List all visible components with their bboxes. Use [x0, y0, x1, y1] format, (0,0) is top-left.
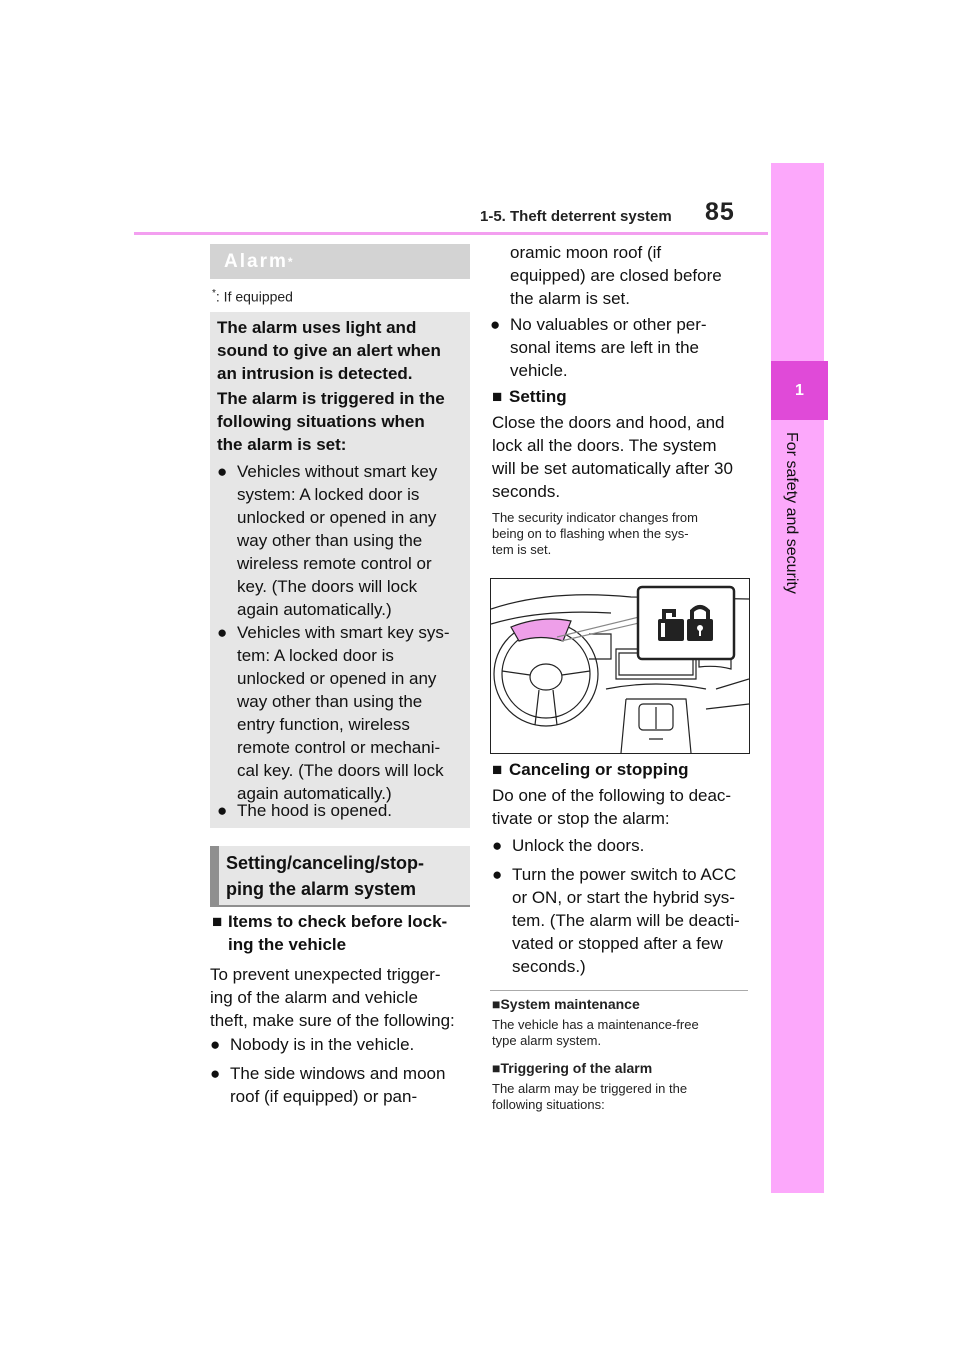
items-heading [212, 910, 472, 956]
dashboard-illustration [490, 578, 750, 754]
square-bullet-icon: ■ [492, 760, 503, 779]
triggering-heading [492, 1060, 757, 1076]
heading-accent-bar [210, 846, 219, 906]
text-line: tem: A locked door is [237, 646, 394, 665]
square-bullet-icon: ■ [212, 912, 223, 931]
alarm-heading-bar [210, 244, 470, 279]
text-line: following situations when [217, 412, 425, 431]
text-line: Unlock the doors. [512, 836, 645, 855]
text-line: The alarm is triggered in the [217, 389, 445, 408]
items-bullet-2-continued [510, 241, 760, 310]
text-line: Nobody is in the vehicle. [230, 1035, 415, 1054]
text-line: The vehicle has a maintenance-free [492, 1017, 699, 1032]
text-line: unlocked or opened in any [237, 508, 437, 527]
text-line: the alarm is set: [217, 435, 347, 454]
bullet-text [237, 799, 392, 822]
alarm-intro-2 [217, 387, 467, 456]
text-line: roof (if equipped) or pan- [230, 1087, 418, 1106]
items-bullet-3 [490, 313, 750, 383]
text-line: The security indicator changes from [492, 510, 698, 525]
text-line: ing of the alarm and vehicle [210, 988, 418, 1007]
setting-text [492, 411, 757, 503]
bullet-text [230, 1033, 414, 1056]
text-line: No valuables or other per- [510, 315, 707, 334]
footnote-text: : If equipped [215, 288, 293, 305]
text-line: oramic moon roof (if [510, 243, 662, 262]
bullet-text [230, 1062, 445, 1108]
dashboard-drawing [491, 579, 749, 753]
bullet-icon: ● [492, 836, 503, 855]
chapter-number: 1 [795, 381, 804, 399]
bullet-icon: ● [210, 1064, 221, 1083]
text-line: Turn the power switch to ACC [512, 865, 737, 884]
text-line: Setting/canceling/stop- [226, 853, 425, 873]
cancel-text [492, 784, 757, 830]
text-line: cal key. (The doors will lock [237, 761, 444, 780]
text-line: lock all the doors. The system [492, 436, 717, 455]
text-line: vehicle. [510, 361, 568, 380]
chapter-number-tab[interactable] [771, 361, 828, 420]
bullet-text [512, 834, 644, 857]
text-line: The side windows and moon [230, 1064, 446, 1083]
bullet-icon: ● [492, 865, 503, 884]
text-line: Do one of the following to deac- [492, 786, 732, 805]
bullet-text [237, 460, 437, 621]
alarm-heading-mark: * [287, 254, 293, 269]
bullet-icon: ● [490, 315, 501, 334]
text-line: or ON, or start the hybrid sys- [512, 888, 735, 907]
section-title: 1-5. Theft deterrent system [480, 208, 672, 225]
items-bullet-2 [210, 1062, 470, 1108]
text-line: again automatically.) [237, 784, 392, 803]
setting-heading-box [210, 846, 470, 906]
subheading-text: Canceling or stopping [509, 760, 689, 779]
text-line: vated or stopped after a few [512, 934, 723, 953]
note-heading-text: Triggering of the alarm [500, 1060, 653, 1076]
text-line: ping the alarm system [226, 879, 417, 899]
text-line: tivate or stop the alarm: [492, 809, 670, 828]
text-line: again automatically.) [237, 600, 392, 619]
text-line: way other than using the [237, 531, 423, 550]
notes-divider [490, 990, 748, 991]
text-line: remote control or mechani- [237, 738, 441, 757]
text-line: the alarm is set. [510, 289, 630, 308]
text-line: sound to give an alert when [217, 341, 441, 360]
text-line: tem. (The alarm will be deacti- [512, 911, 740, 930]
text-line: key. (The doors will lock [237, 577, 418, 596]
bullet-text [510, 313, 707, 382]
bullet-icon: ● [210, 1035, 221, 1054]
items-intro [210, 963, 475, 1032]
alarm-bullet-2 [217, 621, 467, 811]
text-line: The hood is opened. [237, 801, 393, 820]
text-line: will be set automatically after 30 [492, 459, 733, 478]
text-line: equipped) are closed before [510, 266, 722, 285]
text-line: The alarm may be triggered in the [492, 1081, 688, 1096]
setting-heading [226, 850, 466, 902]
text-line: ing the vehicle [228, 935, 347, 954]
setting-subheading [492, 385, 752, 408]
bullet-icon: ● [217, 623, 228, 642]
bullet-text [237, 621, 450, 805]
alarm-bullet-3 [217, 799, 467, 822]
text-line: seconds.) [512, 957, 586, 976]
chapter-title: For safety and security [783, 432, 800, 594]
text-line: being on to flashing when the sys- [492, 526, 689, 541]
note-heading-text: System maintenance [500, 996, 640, 1012]
text-line: The alarm uses light and [217, 318, 417, 337]
bullet-icon: ● [217, 462, 228, 481]
text-line: To prevent unexpected trigger- [210, 965, 441, 984]
triggering-text [492, 1081, 757, 1113]
text-line: sonal items are left in the [510, 338, 699, 357]
cancel-bullet-2 [492, 863, 757, 978]
chapter-tab-strip [771, 163, 824, 1193]
cancel-subheading [492, 758, 752, 781]
text-line: tem is set. [492, 542, 552, 557]
maintenance-heading [492, 996, 757, 1012]
page-number: 85 [705, 198, 735, 226]
footnote [212, 288, 293, 305]
square-bullet-icon: ■ [492, 387, 503, 406]
setting-note [492, 510, 757, 558]
items-bullet-1 [210, 1033, 470, 1056]
alarm-bullet-1 [217, 460, 467, 625]
text-line: Items to check before lock- [228, 912, 448, 931]
text-line: wireless remote control or [237, 554, 432, 573]
setting-heading-rule [210, 905, 470, 907]
square-bullet-icon: ■ [492, 996, 501, 1012]
text-line: type alarm system. [492, 1033, 602, 1048]
text-line: theft, make sure of the following: [210, 1011, 455, 1030]
text-line: seconds. [492, 482, 561, 501]
subheading-text: Setting [509, 387, 567, 406]
text-line: Vehicles without smart key [237, 462, 438, 481]
text-line: unlocked or opened in any [237, 669, 437, 688]
text-line: entry function, wireless [237, 715, 410, 734]
text-line: way other than using the [237, 692, 423, 711]
bullet-text [512, 863, 740, 978]
maintenance-text [492, 1017, 757, 1049]
footnote-mark: * [212, 288, 216, 299]
bullet-icon: ● [217, 801, 228, 820]
text-line: Vehicles with smart key sys- [237, 623, 450, 642]
text-line: following situations: [492, 1097, 605, 1112]
alarm-heading: Alarm [224, 250, 288, 272]
text-line: system: A locked door is [237, 485, 420, 504]
square-bullet-icon: ■ [492, 1060, 501, 1076]
alarm-intro-1 [217, 316, 467, 385]
text-line: Close the doors and hood, and [492, 413, 725, 432]
text-line: an intrusion is detected. [217, 364, 413, 383]
header-rule [134, 232, 768, 235]
cancel-bullet-1 [492, 834, 757, 857]
